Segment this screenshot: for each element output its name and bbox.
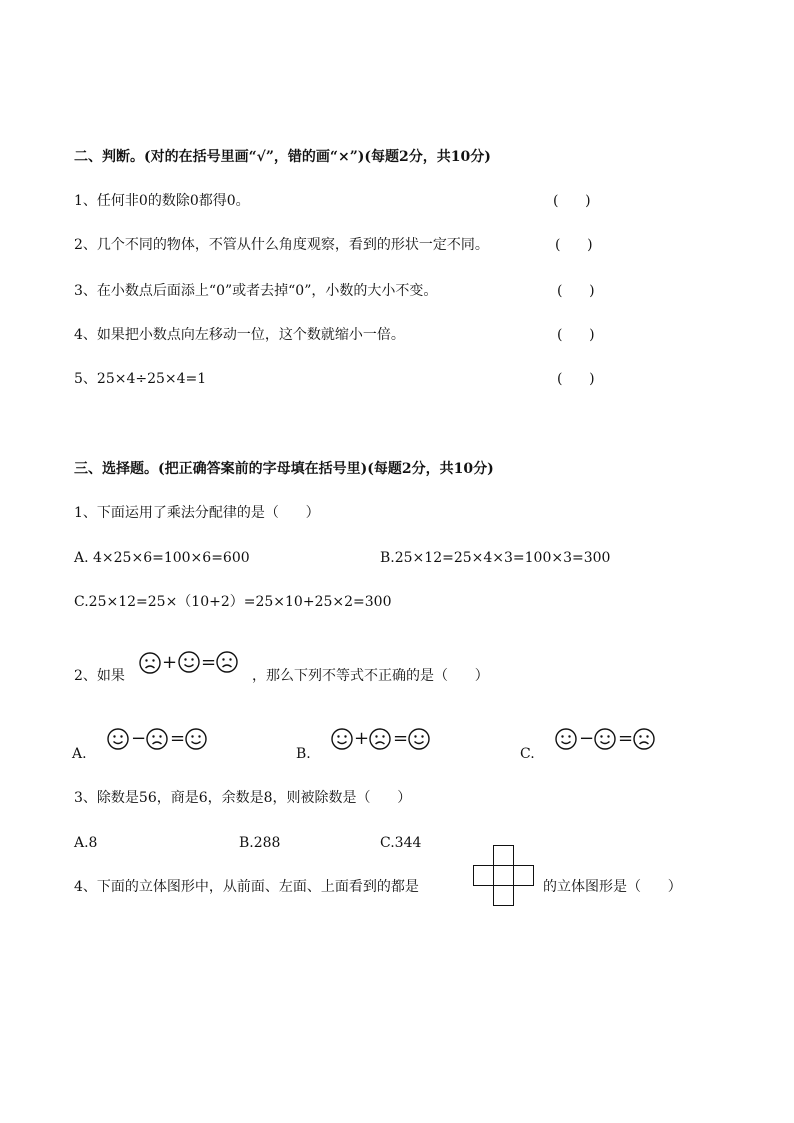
q1-option-b[interactable]: B.25×12=25×4×3=100×3=300 (380, 550, 611, 566)
equals-sign: = (170, 728, 186, 749)
happy-face-icon (106, 727, 130, 751)
happy-face-icon (177, 650, 201, 674)
section3-heading: 三、选择题。(把正确答案前的字母填在括号里)(每题2分，共10分) (74, 461, 494, 477)
choice-q2-suffix: ，那么下列不等式不正确的是（ ） (252, 668, 489, 684)
q2-option-a-label[interactable]: A. (72, 746, 87, 762)
q1-option-c[interactable]: C.25×12=25×（10+2）=25×10+25×2=300 (74, 594, 392, 610)
equals-sign: = (201, 652, 217, 673)
judge-item-4: 4、如果把小数点向左移动一位，这个数就缩小一倍。 (74, 327, 405, 343)
q3-option-b[interactable]: B.288 (239, 835, 281, 851)
equals-sign: = (393, 728, 409, 749)
equals-sign: = (618, 728, 634, 749)
sad-face-icon (632, 727, 656, 751)
plus-sign: + (162, 652, 178, 673)
sad-face-icon (368, 727, 392, 751)
minus-sign: − (131, 728, 147, 749)
happy-face-icon (184, 727, 208, 751)
happy-face-icon (554, 727, 578, 751)
minus-sign: − (579, 728, 595, 749)
q2-option-b-label[interactable]: B. (296, 746, 311, 762)
section2-heading: 二、判断。(对的在括号里画“√”，错的画“×”)(每题2分，共10分) (74, 149, 491, 165)
happy-face-icon (330, 727, 354, 751)
choice-q3: 3、除数是56，商是6，余数是8，则被除数是（ ） (74, 790, 412, 806)
judge-item-2: 2、几个不同的物体，不管从什么角度观察，看到的形状一定不同。 (74, 237, 489, 253)
answer-paren[interactable]: ( ) (553, 193, 591, 209)
judge-item-3: 3、在小数点后面添上“0”或者去掉“0”，小数的大小不变。 (74, 283, 438, 299)
choice-q1: 1、下面运用了乘法分配律的是（ ） (74, 505, 320, 521)
happy-face-icon (593, 727, 617, 751)
sad-face-icon (145, 727, 169, 751)
answer-paren[interactable]: ( ) (557, 283, 595, 299)
choice-q4-suffix: 的立体图形是（ ） (543, 879, 682, 895)
choice-q2-prefix: 2、如果 (74, 668, 125, 684)
q2-option-c-label[interactable]: C. (520, 746, 535, 762)
q3-option-c[interactable]: C.344 (380, 835, 422, 851)
judge-item-5: 5、25×4÷25×4=1 (74, 371, 207, 387)
answer-paren[interactable]: ( ) (557, 371, 595, 387)
sad-face-icon (138, 651, 162, 675)
choice-q4-prefix: 4、下面的立体图形中，从前面、左面、上面看到的都是 (74, 879, 419, 895)
happy-face-icon (407, 727, 431, 751)
answer-paren[interactable]: ( ) (555, 237, 593, 253)
q3-option-a[interactable]: A.8 (74, 835, 98, 851)
plus-sign: + (354, 728, 370, 749)
cross-shape-view-icon (473, 845, 535, 907)
judge-item-1: 1、任何非0的数除0都得0。 (74, 193, 250, 209)
q1-option-a[interactable]: A. 4×25×6=100×6=600 (74, 550, 250, 566)
answer-paren[interactable]: ( ) (557, 327, 595, 343)
sad-face-icon (215, 650, 239, 674)
